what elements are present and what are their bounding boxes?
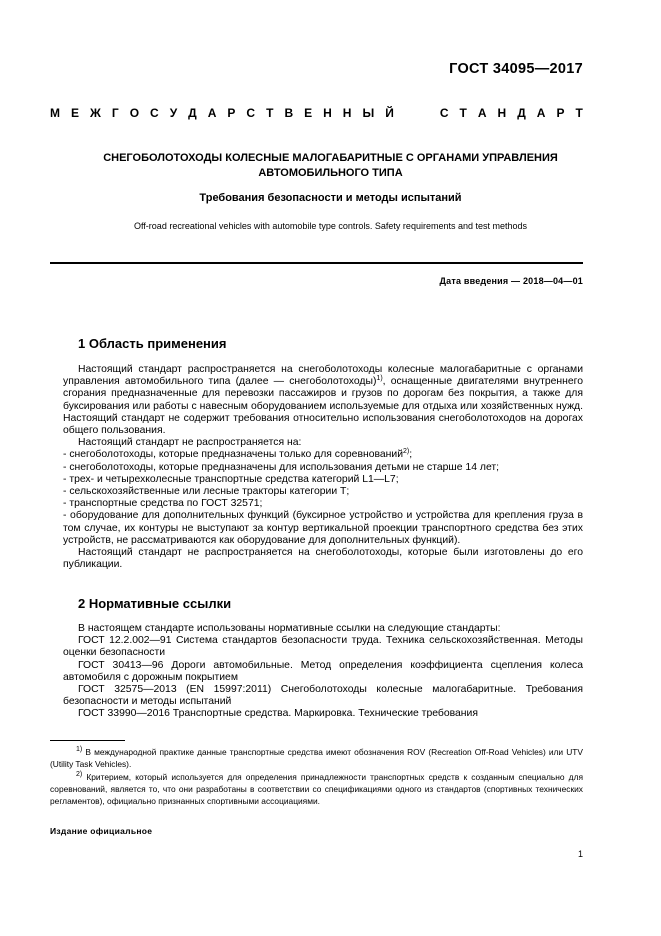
list-item: - снегоболотоходы, которые предназначены для использования детьми не старше 14 лет; xyxy=(63,461,500,473)
footnotes xyxy=(50,746,583,807)
footnote-text: В международной практике данные транспортные средства имеют обозначения ROV (Recreation Off-Road Vehicles) или UTV (Utility Task Vehicles). xyxy=(50,747,583,770)
category-letter: Р xyxy=(556,106,565,120)
title-line-1: СНЕГОБОЛОТОХОДЫ КОЛЕСНЫЕ МАЛОГАБАРИТНЫЕ С ОРГАНАМИ УПРАВЛЕНИЯ xyxy=(103,152,558,164)
category-word-gap xyxy=(405,106,429,120)
category-letter: М xyxy=(50,106,60,120)
section-1-paragraph: Настоящий стандарт не распространяется на снегоболотоходы, которые были изготовлены до его публикации. xyxy=(63,547,583,571)
section-1-paragraph xyxy=(63,364,583,437)
category-letter: Т xyxy=(459,106,467,120)
section-2-paragraph: В настоящем стандарте использованы нормативные ссылки на следующие стандарты: xyxy=(78,623,501,634)
category-letter: Е xyxy=(71,106,80,120)
footnote-divider xyxy=(50,740,125,741)
footnote-1 xyxy=(50,746,583,771)
category-letter: У xyxy=(169,106,178,120)
english-title: Off-road recreational vehicles with automobile type controls. Safety requirements and test methods xyxy=(133,221,528,231)
section-2-heading: 2 Нормативные ссылки xyxy=(78,596,232,611)
category-letter: А xyxy=(477,106,487,120)
category-letter: Р xyxy=(227,106,236,120)
section-1-body xyxy=(63,364,583,571)
reference-item: ГОСТ 32575—2013 (EN 15997:2011) Снегоболотоходы колесные малогабаритные. Требования безопасности и методы испытаний xyxy=(63,684,583,708)
category-letter: Т xyxy=(575,106,583,120)
paragraph-text: , оснащенные двигателями внутреннего сгорания предназначенные для перевозки пассажиров и грузов по дорогам без покрытия, а также для буксирования или работы с навесным оборудованием используемые для отдыха или хозяйственных нужд. Настоящий стандарт не содержит требования относительно использования снегоболотоходов на дорогах общего пользования. xyxy=(63,376,583,437)
list-item: - сельскохозяйственные или лесные тракторы категории Т; xyxy=(63,486,350,498)
list-item-text: - снегоболотоходы, которые предназначены только для соревнований xyxy=(63,449,404,461)
footnote-marker: 2) xyxy=(76,770,83,778)
section-2-body xyxy=(63,623,583,721)
footnote-ref-1[interactable]: 1) xyxy=(376,375,383,383)
category-letter: Н xyxy=(342,106,352,120)
official-edition-label: Издание официальное xyxy=(50,826,153,836)
footnote-marker: 1) xyxy=(76,746,83,753)
list-item-text: ; xyxy=(409,449,413,461)
paragraph-text: Настоящий стандарт распространяется на снегоболотоходы колесные малогабаритные с органами управления автомобильного типа (далее — снегоболотоходы) xyxy=(63,364,583,388)
header-divider xyxy=(50,262,583,264)
category-letter: Т xyxy=(266,106,274,120)
reference-item: ГОСТ 33990—2016 Транспортные средства. Маркировка. Технические требования xyxy=(78,708,478,720)
category-letter: Д xyxy=(188,106,197,120)
footnote-ref-2[interactable]: 2) xyxy=(403,448,410,456)
document-number: ГОСТ 34095—2017 xyxy=(449,61,583,77)
category-letter: О xyxy=(129,106,140,120)
section-1-paragraph: Настоящий стандарт не распространяется на: xyxy=(78,437,302,449)
category-letter: С xyxy=(439,106,449,120)
category-letter: Н xyxy=(497,106,507,120)
reference-item: ГОСТ 12.2.002—91 Система стандартов безопасности труда. Техника сельскохозяйственная. Методы оценки безопасности xyxy=(63,635,583,659)
document-subtitle: Требования безопасности и методы испытаний xyxy=(199,192,462,204)
reference-item: ГОСТ 30413—96 Дороги автомобильные. Метод определения коэффициента сцепления колеса автомобиля с дорожным покрытием xyxy=(63,659,583,683)
category-letter: В xyxy=(284,106,294,120)
list-item: - трех- и четырехколесные транспортные средства категорий L1—L7; xyxy=(63,473,399,485)
introduction-date: Дата введения — 2018—04—01 xyxy=(439,276,583,286)
page-number: 1 xyxy=(577,849,583,859)
title-line-2: АВТОМОБИЛЬНОГО ТИПА xyxy=(258,167,403,179)
category-letter: А xyxy=(207,106,217,120)
category-letter: Ж xyxy=(90,106,101,120)
standard-category-heading xyxy=(50,106,583,120)
footnote-text: Критерием, который используется для определения принадлежности транспортных средств к созданным специально для соревнований, является то, что они разработаны в соответствии со спецификациями одного из стандартов (спортивных технических регламентов), официально признанных спортивными ассоциациями. xyxy=(50,771,583,807)
category-letter: Е xyxy=(304,106,313,120)
footnote-2 xyxy=(50,771,583,808)
list-item xyxy=(63,449,583,461)
category-letter: А xyxy=(536,106,546,120)
category-letter: Й xyxy=(385,106,394,120)
section-1-heading: 1 Область применения xyxy=(78,336,227,351)
category-letter: С xyxy=(246,106,256,120)
category-letter: Д xyxy=(517,106,526,120)
category-letter: Н xyxy=(323,106,332,120)
list-item: - оборудование для дополнительных функций (буксирное устройство и устройства для крепления груза в том случае, их контуры не выступают за контур вертикальной проекции транспортного средства без этих устройств, не рассматриваются как оборудование для дополнительных функций). xyxy=(63,510,583,546)
category-letter: Ы xyxy=(362,106,375,120)
document-title xyxy=(60,151,601,181)
category-letter: Г xyxy=(111,106,119,120)
category-letter: С xyxy=(150,106,159,120)
list-item: - транспортные средства по ГОСТ 32571; xyxy=(63,498,263,510)
